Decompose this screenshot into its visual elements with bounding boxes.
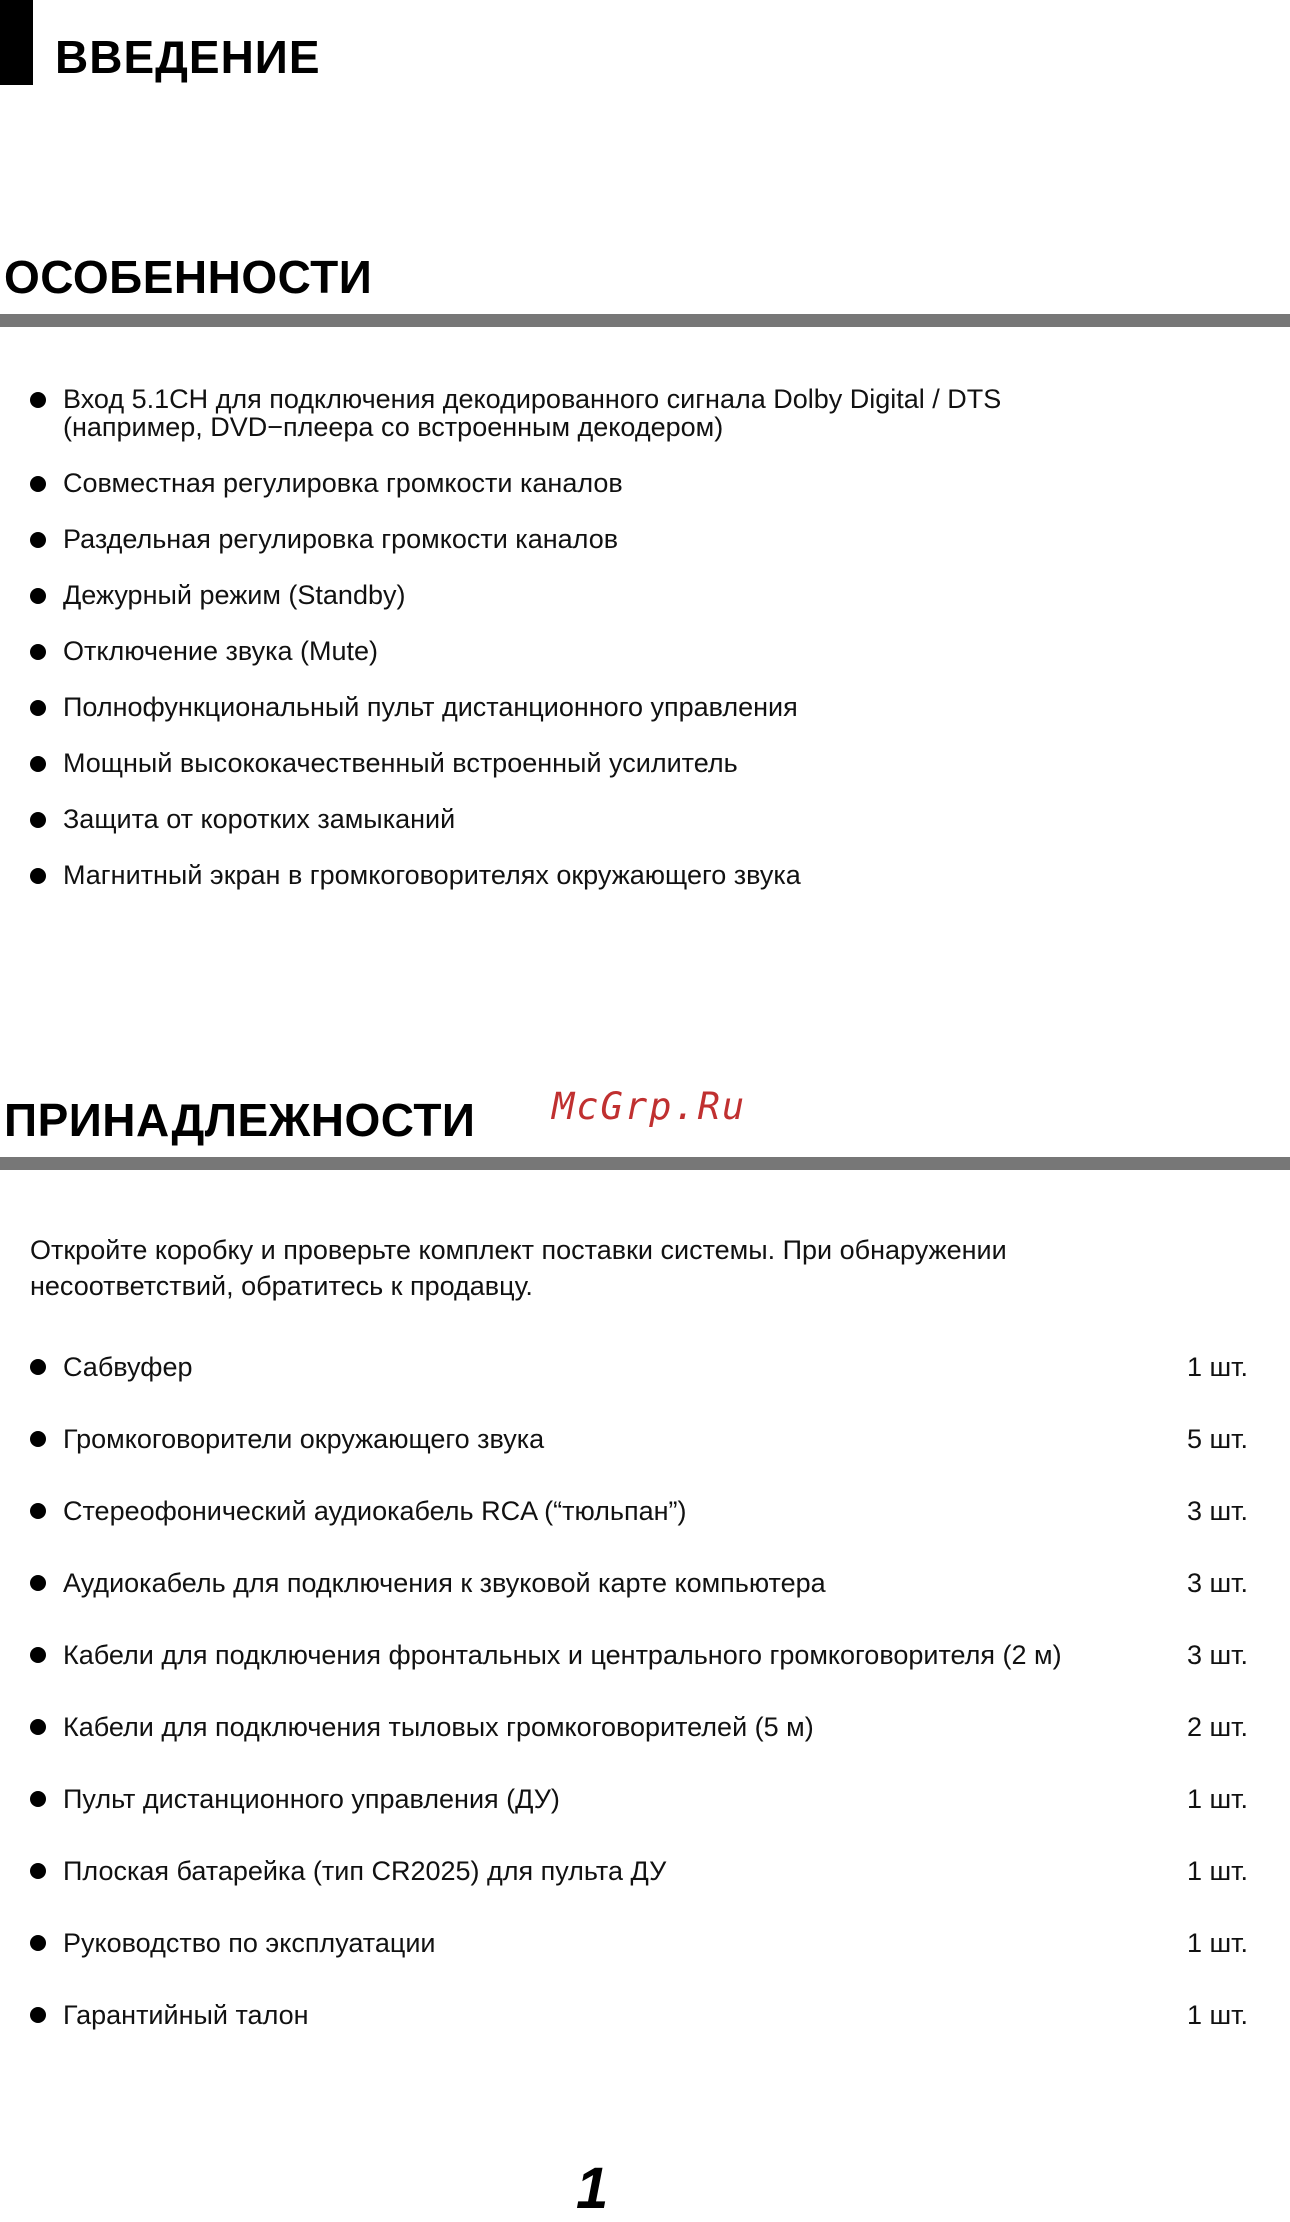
item-quantity: 2 шт. [1186,1712,1248,1742]
list-item: Дежурный режим (Standby) [30,581,1230,609]
bullet-icon [30,756,46,772]
bullet-icon [30,1503,46,1519]
list-item [30,1424,1248,1496]
list-item [30,1784,1248,1856]
bullet-icon [30,700,46,716]
item-name: Гарантийный талон [63,2000,309,2030]
bullet-icon [30,588,46,604]
item-name: Кабели для подключения фронтальных и центрального громкоговорителя (2 м) [63,1640,1062,1670]
bullet-icon [30,1647,46,1663]
item-quantity: 5 шт. [1186,1424,1248,1454]
item-name: Стереофонический аудиокабель RCA (“тюльпан”) [63,1496,687,1526]
list-item [30,2000,1248,2072]
list-item [30,1496,1248,1568]
bullet-icon [30,532,46,548]
list-item: Раздельная регулировка громкости каналов [30,525,1230,553]
list-item [30,1352,1248,1424]
bullet-icon [30,868,46,884]
list-item: Отключение звука (Mute) [30,637,1230,665]
item-quantity: 1 шт. [1186,1352,1248,1382]
item-name: Плоская батарейка (тип CR2025) для пульта ДУ [63,1856,667,1886]
item-name: Кабели для подключения тыловых громкоговорителей (5 м) [63,1712,814,1742]
bullet-icon [30,476,46,492]
accessories-list [30,1352,1248,2072]
section-tab-marker [0,0,33,85]
item-quantity: 3 шт. [1186,1568,1248,1598]
list-item: Полнофункциональный пульт дистанционного управления [30,693,1230,721]
list-item [30,1568,1248,1640]
bullet-icon [30,644,46,660]
list-item: Вход 5.1CH для подключения декодированного сигнала Dolby Digital / DTS (например, DVD−плеера со встроенным декодером) [30,385,1230,441]
bullet-icon [30,1791,46,1807]
item-name: Пульт дистанционного управления (ДУ) [63,1784,560,1814]
features-divider [0,314,1290,327]
list-item [30,1640,1248,1712]
features-heading: ОСОБЕННОСТИ [4,251,373,303]
bullet-icon [30,1431,46,1447]
bullet-icon [30,2007,46,2023]
item-name: Руководство по эксплуатации [63,1928,436,1958]
item-quantity: 3 шт. [1186,1496,1248,1526]
features-list [30,385,1230,917]
item-quantity: 3 шт. [1186,1640,1248,1670]
list-item: Магнитный экран в громкоговорителях окружающего звука [30,861,1230,889]
list-item [30,1712,1248,1784]
bullet-icon [30,1863,46,1879]
list-item: Совместная регулировка громкости каналов [30,469,1230,497]
bullet-icon [30,1719,46,1735]
page-number: 1 [576,2156,609,2221]
list-item [30,1856,1248,1928]
bullet-icon [30,812,46,828]
list-item: Защита от коротких замыканий [30,805,1230,833]
bullet-icon [30,1575,46,1591]
item-quantity: 1 шт. [1186,2000,1248,2030]
list-item [30,1928,1248,2000]
watermark-text: McGrp.Ru [552,1085,747,1128]
accessories-intro: Откройте коробку и проверьте комплект поставки системы. При обнаружении несоответствий, обратитесь к продавцу. [30,1235,1007,1301]
item-name: Аудиокабель для подключения к звуковой карте компьютера [63,1568,826,1598]
page-title: ВВЕДЕНИЕ [55,31,321,83]
accessories-heading: ПРИНАДЛЕЖНОСТИ [4,1094,476,1146]
bullet-icon [30,392,46,408]
accessories-divider [0,1157,1290,1170]
item-quantity: 1 шт. [1186,1928,1248,1958]
item-name: Громкоговорители окружающего звука [63,1424,545,1454]
item-quantity: 1 шт. [1186,1856,1248,1886]
bullet-icon [30,1359,46,1375]
bullet-icon [30,1935,46,1951]
item-quantity: 1 шт. [1186,1784,1248,1814]
list-item: Мощный высококачественный встроенный усилитель [30,749,1230,777]
item-name: Сабвуфер [63,1352,193,1382]
